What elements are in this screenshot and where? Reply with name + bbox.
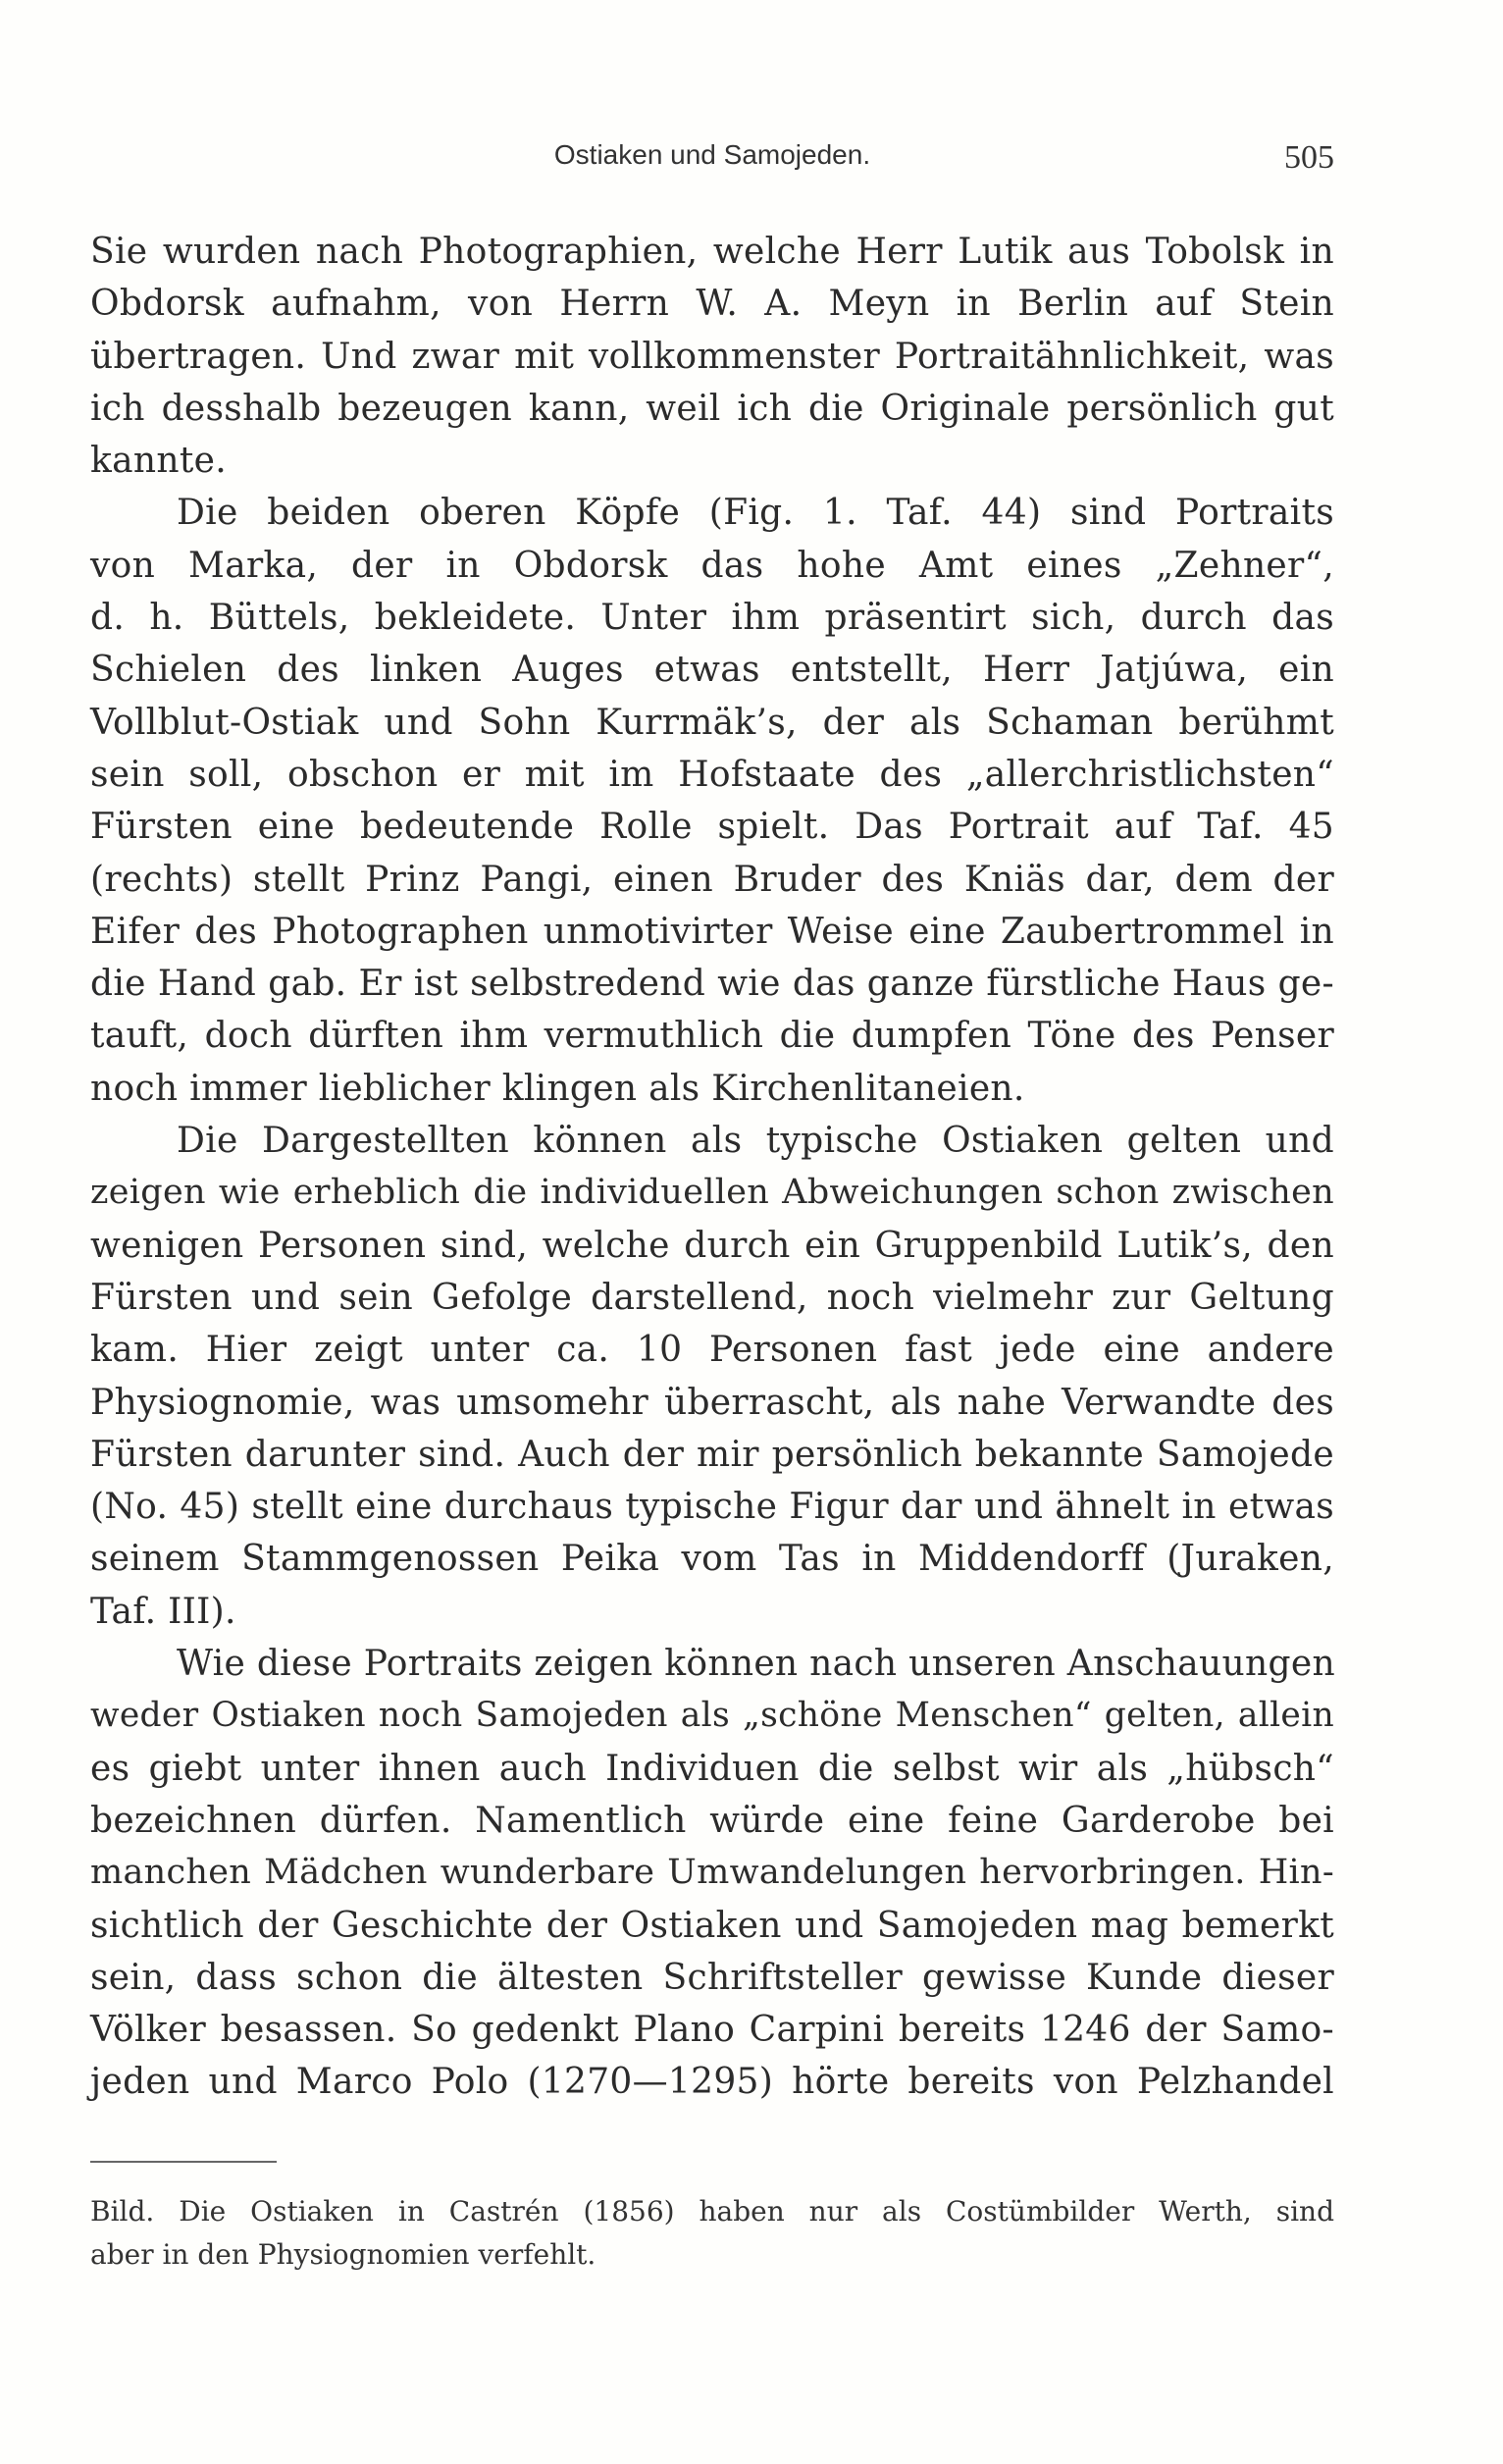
text-line: kannte. [90, 441, 227, 482]
text-line: bezeichnen dürfen. Namentlich würde eine feine Garderobe bei [90, 1800, 1334, 1841]
text-line: zeigen wie erheblich die individuellen Abweichungen schon zwischen [90, 1173, 1334, 1213]
text-line: Physiognomie, was umsomehr überrascht, als nahe Verwandte des [90, 1382, 1334, 1423]
text-line: tauft, doch dürften ihm vermuthlich die dumpfen Töne des Penser [90, 1016, 1334, 1057]
footnote-line: Bild. Die Ostiaken in Castrén (1856) haben nur als Costümbilder Werth, sind [90, 2195, 1334, 2228]
text-line: von Marka, der in Obdorsk das hohe Amt eines „Zehner“, [90, 545, 1334, 586]
text-line: Sie wurden nach Photographien, welche Herr Lutik aus Tobolsk in [90, 232, 1334, 272]
text-line: Die beiden oberen Köpfe (Fig. 1. Taf. 44) sind Portraits [177, 493, 1334, 534]
text-line: Eifer des Photographen unmotivirter Weise eine Zaubertrommel in [90, 911, 1334, 952]
running-head-title: Ostiaken und Samojeden. [553, 139, 871, 170]
text-line: Wie diese Portraits zeigen können nach unseren Anschauungen [177, 1644, 1335, 1685]
text-line: Fürsten und sein Gefolge darstellend, noch vielmehr zur Geltung [90, 1277, 1334, 1318]
text-line: weder Ostiaken noch Samojeden als „schöne Menschen“ gelten, allein [90, 1696, 1334, 1736]
text-line: (No. 45) stellt eine durchaus typische Figur dar und ähnelt in etwas [90, 1487, 1334, 1528]
footnote [90, 2190, 1334, 2277]
text-line: Vollblut-Ostiak und Sohn Kurrmäk’s, der als Schaman berühmt [90, 702, 1334, 743]
text-line: seinem Stammgenossen Peika vom Tas in Middendorff (Juraken, [90, 1539, 1334, 1580]
text-line: manchen Mädchen wunderbare Umwandelungen hervorbringen. Hin- [90, 1853, 1334, 1893]
text-line: Völker besassen. So gedenkt Plano Carpini bereits 1246 der Samo- [90, 2010, 1334, 2051]
text-line: wenigen Personen sind, welche durch ein Gruppenbild Lutik’s, den [90, 1225, 1334, 1266]
footnote-line: aber in den Physiognomien verfehlt. [90, 2238, 596, 2271]
text-line: Fürsten darunter sind. Auch der mir persönlich bekannte Samojede [90, 1434, 1334, 1475]
text-line: sein, dass schon die ältesten Schriftsteller gewisse Kunde dieser [90, 1957, 1334, 1998]
text-line: ich desshalb bezeugen kann, weil ich die Originale persönlich gut [90, 388, 1334, 429]
text-line: noch immer lieblicher klingen als Kirchenlitaneien. [90, 1068, 1025, 1109]
page-number: 505 [1284, 139, 1334, 176]
running-head [90, 139, 1334, 179]
text-line: Schielen des linken Auges etwas entstellt, Herr Jatjúwa, ein [90, 650, 1334, 691]
text-line: die Hand gab. Er ist selbstredend wie das ganze fürstliche Haus ge- [90, 964, 1334, 1005]
text-line: jeden und Marco Polo (1270—1295) hörte bereits von Pelzhandel [90, 2062, 1334, 2103]
text-line: Obdorsk aufnahm, von Herrn W. A. Meyn in Berlin auf Stein [90, 284, 1334, 325]
text-line: Fürsten eine bedeutende Rolle spielt. Das Portrait auf Taf. 45 [90, 807, 1334, 848]
footnote-rule [90, 2161, 277, 2163]
text-line: sein soll, obschon er mit im Hofstaate des „allerchristlichsten“ [90, 754, 1334, 795]
body-text [90, 226, 1334, 2109]
text-line: (rechts) stellt Prinz Pangi, einen Bruder des Kniäs dar, dem der [90, 859, 1334, 900]
text-line: kam. Hier zeigt unter ca. 10 Personen fast jede eine andere [90, 1330, 1334, 1371]
text-line: es giebt unter ihnen auch Individuen die selbst wir als „hübsch“ [90, 1748, 1334, 1789]
text-line: sichtlich der Geschichte der Ostiaken und Samojeden mag bemerkt [90, 1905, 1334, 1946]
text-line: Die Dargestellten können als typische Ostiaken gelten und [177, 1121, 1334, 1162]
text-line: übertragen. Und zwar mit vollkommenster Portraitähnlichkeit, was [90, 336, 1334, 377]
text-line: Taf. III). [90, 1591, 236, 1632]
text-line: d. h. Büttels, bekleidete. Unter ihm präsentirt sich, durch das [90, 598, 1334, 639]
